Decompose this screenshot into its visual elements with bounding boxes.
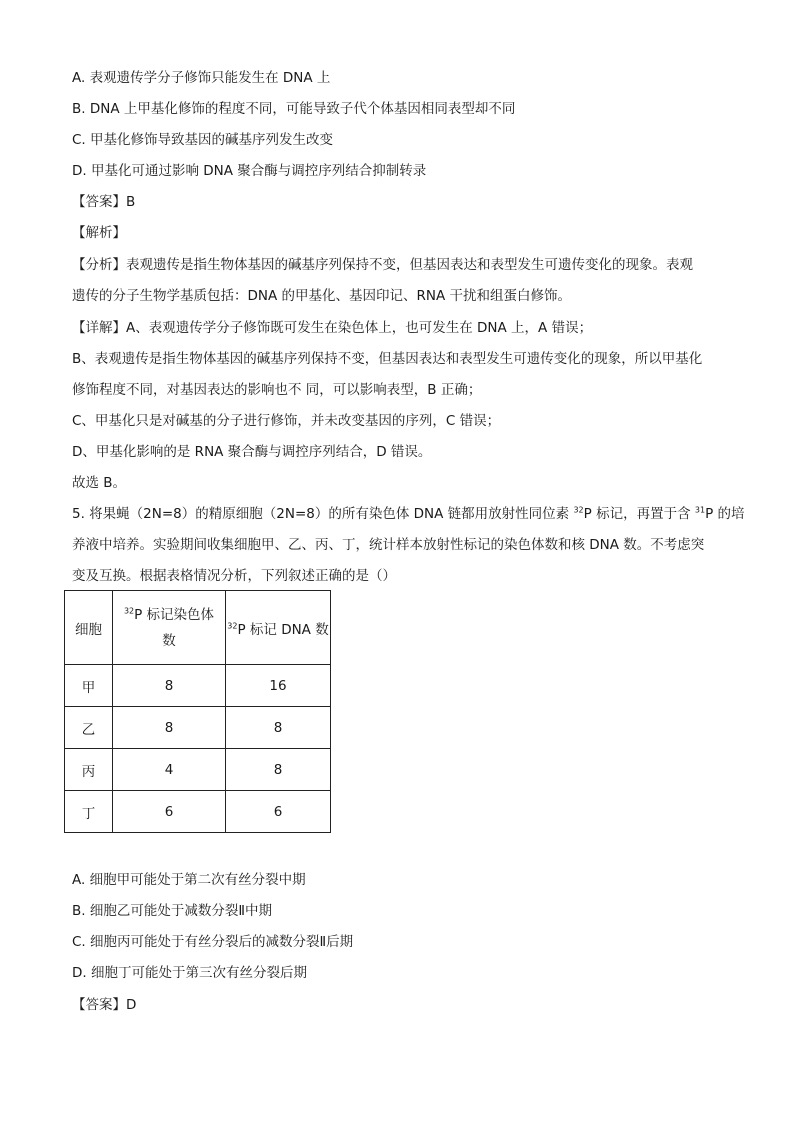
table-header-dna: [226, 591, 331, 665]
table-cell-dna: 8: [226, 749, 331, 791]
option-b-q4: B. DNA 上甲基化修饰的程度不同，可能导致子代个体基因相同表型却不同: [72, 101, 516, 117]
analysis-heading: 【解析】: [72, 225, 126, 241]
analysis-line: 故选 B。: [72, 475, 127, 491]
table-cell-chrom: 4: [113, 749, 226, 791]
table-cell-dna: 8: [226, 707, 331, 749]
analysis-line: 遗传的分子生物学基质包括：DNA 的甲基化、基因印记、RNA 干扰和组蛋白修饰。: [72, 288, 572, 304]
isotope-superscript: 32: [123, 606, 135, 615]
table-cell-dna: 6: [226, 791, 331, 833]
question5-line3: 变及互换。根据表格情况分析，下列叙述正确的是（）: [72, 568, 396, 584]
table-cell-label: 丁: [65, 791, 113, 833]
option-c-q5: C. 细胞丙可能处于有丝分裂后的减数分裂Ⅱ后期: [72, 934, 354, 950]
option-d-q4: D. 甲基化可通过影响 DNA 聚合酶与调控序列结合抑制转录: [72, 163, 427, 179]
table-header-chromosomes: [113, 591, 226, 665]
table-cell-chrom: 8: [113, 665, 226, 707]
header-text: P 标记染色体: [134, 606, 215, 623]
header-text: 数: [162, 632, 176, 649]
table-row: [65, 665, 331, 707]
table-row: [65, 791, 331, 833]
analysis-line: 【详解】A、表观遗传学分子修饰既可发生在染色体上，也可发生在 DNA 上，A 错误；: [72, 320, 593, 336]
analysis-line: B、表观遗传是指生物体基因的碱基序列保持不变，但基因表达和表型发生可遗传变化的现象，所以甲基化: [72, 351, 703, 367]
isotope-superscript: 32: [227, 621, 238, 630]
option-c-q4: C. 甲基化修饰导致基因的碱基序列发生改变: [72, 132, 334, 148]
question5-line1: [72, 504, 745, 524]
table-row: [65, 707, 331, 749]
table-cell-label: 丙: [65, 749, 113, 791]
answer-q5: 【答案】D: [72, 997, 137, 1013]
table-cell-label: 甲: [65, 665, 113, 707]
question5-text: P 的培: [705, 506, 745, 522]
header-text: P 标记 DNA 数: [237, 621, 329, 638]
option-a-q5: A. 细胞甲可能处于第二次有丝分裂中期: [72, 872, 306, 888]
table-cell-chrom: 6: [113, 791, 226, 833]
option-d-q5: D. 细胞丁可能处于第三次有丝分裂后期: [72, 965, 307, 981]
data-table: [64, 590, 331, 833]
analysis-line: 修饰程度不同，对基因表达的影响也不 同，可以影响表型，B 正确；: [72, 382, 482, 398]
table-cell-dna: 16: [226, 665, 331, 707]
analysis-line: D、甲基化影响的是 RNA 聚合酶与调控序列结合，D 错误。: [72, 444, 432, 460]
table-row: [65, 749, 331, 791]
table-header-cell: 细胞: [65, 591, 113, 665]
answer-q4: 【答案】B: [72, 194, 136, 210]
isotope-superscript: 31: [694, 505, 706, 515]
question5-text: P 标记，再置于含: [583, 506, 695, 522]
analysis-line: 【分析】表观遗传是指生物体基因的碱基序列保持不变，但基因表达和表型发生可遗传变化的现象。表观: [72, 257, 693, 273]
question5-text: 5. 将果蝇（2N=8）的精原细胞（2N=8）的所有染色体 DNA 链都用放射性同位素: [72, 506, 574, 522]
question5-line2: 养液中培养。实验期间收集细胞甲、乙、丙、丁，统计样本放射性标记的染色体数和核 DNA 数。不考虑突: [72, 537, 705, 553]
option-a-q4: A. 表观遗传学分子修饰只能发生在 DNA 上: [72, 70, 331, 86]
table-header-row: [65, 591, 331, 665]
table-cell-chrom: 8: [113, 707, 226, 749]
isotope-superscript: 32: [573, 505, 584, 515]
analysis-line: C、甲基化只是对碱基的分子进行修饰，并未改变基因的序列，C 错误；: [72, 413, 501, 429]
table-cell-label: 乙: [65, 707, 113, 749]
option-b-q5: B. 细胞乙可能处于减数分裂Ⅱ中期: [72, 903, 272, 919]
